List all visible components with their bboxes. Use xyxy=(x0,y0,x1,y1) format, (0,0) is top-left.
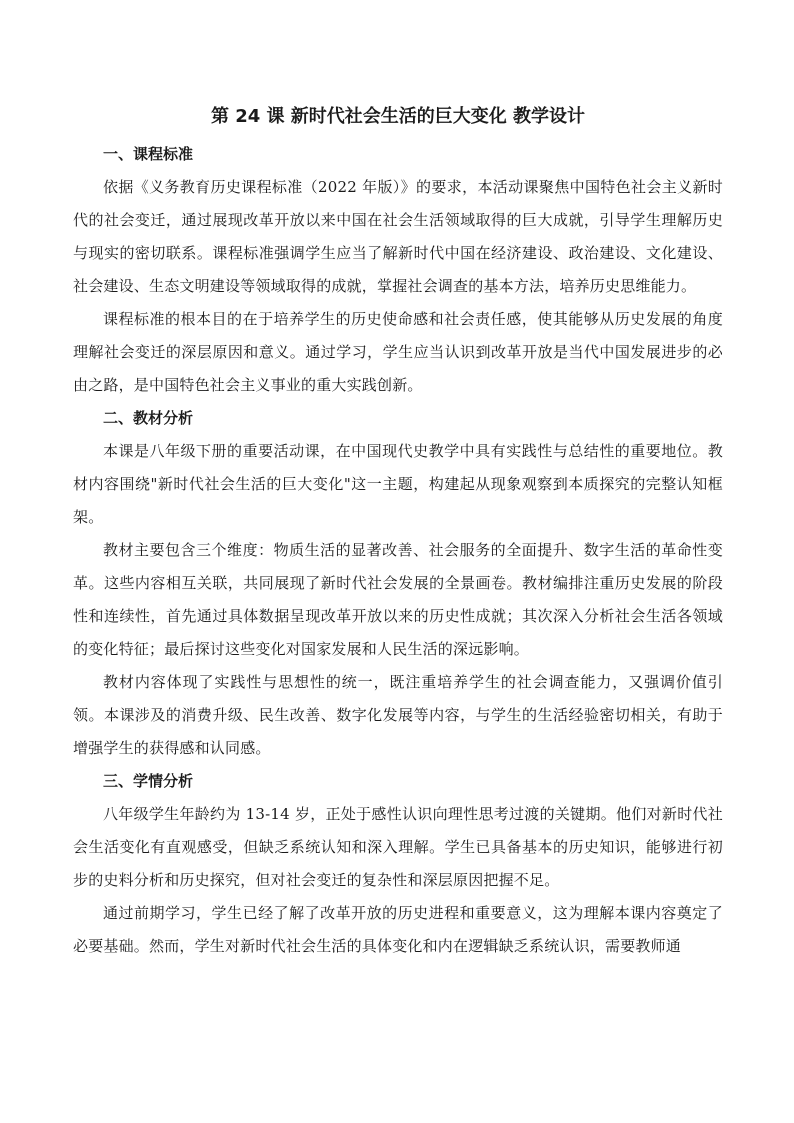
paragraph: 八年级学生年龄约为 13-14 岁，正处于感性认识向理性思考过渡的关键期。他们对新时代社会生活变化有直观感受，但缺乏系统认知和深入理解。学生已具备基本的历史知识，能够进行初步的史料分析和历史探究，但对社会变迁的复杂性和深层原因把握不足。 xyxy=(73,805,723,889)
paragraph: 课程标准的根本目的在于培养学生的历史使命感和社会责任感，使其能够从历史发展的角度理解社会变迁的深层原因和意义。通过学习，学生应当认识到改革开放是当代中国发展进步的必由之路，是中国特色社会主义事业的重大实践创新。 xyxy=(73,310,723,394)
section-heading-textbook-analysis: 二、教材分析 xyxy=(103,409,194,427)
document-title: 第 24 课 新时代社会生活的巨大变化 教学设计 xyxy=(210,106,586,127)
paragraph: 依据《义务教育历史课程标准（2022 年版）》的要求，本活动课聚焦中国特色社会主义新时代的社会变迁，通过展现改革开放以来中国在社会生活领域取得的巨大成就，引导学生理解历史与现实的密切联系。课程标准强调学生应当了解新时代中国在经济建设、政治建设、文化建设、社会建设、生态文明建设等领域取得的成就，掌握社会调查的基本方法，培养历史思维能力。 xyxy=(73,178,723,295)
paragraph: 本课是八年级下册的重要活动课，在中国现代史教学中具有实践性与总结性的重要地位。教材内容围绕"新时代社会生活的巨大变化"这一主题，构建起从现象观察到本质探究的完整认知框架。 xyxy=(73,442,723,526)
document-body xyxy=(73,100,723,963)
section-learner-analysis xyxy=(73,765,723,963)
section-textbook-analysis xyxy=(73,402,723,765)
section-heading-learner-analysis: 三、学情分析 xyxy=(103,772,194,790)
section-heading-course-standards: 一、课程标准 xyxy=(103,145,194,163)
section-course-standards xyxy=(73,138,723,402)
paragraph: 通过前期学习，学生已经了解了改革开放的历史进程和重要意义，这为理解本课内容奠定了必要基础。然而，学生对新时代社会生活的具体变化和内在逻辑缺乏系统认识，需要教师通 xyxy=(73,904,723,955)
paragraph: 教材主要包含三个维度：物质生活的显著改善、社会服务的全面提升、数字生活的革命性变革。这些内容相互关联，共同展现了新时代社会发展的全景画卷。教材编排注重历史发展的阶段性和连续性，首先通过具体数据呈现改革开放以来的历史性成就；其次深入分析社会生活各领域的变化特征；最后探讨这些变化对国家发展和人民生活的深远影响。 xyxy=(73,541,723,658)
paragraph: 教材内容体现了实践性与思想性的统一，既注重培养学生的社会调查能力，又强调价值引领。本课涉及的消费升级、民生改善、数字化发展等内容，与学生的生活经验密切相关，有助于增强学生的获得感和认同感。 xyxy=(73,673,723,757)
